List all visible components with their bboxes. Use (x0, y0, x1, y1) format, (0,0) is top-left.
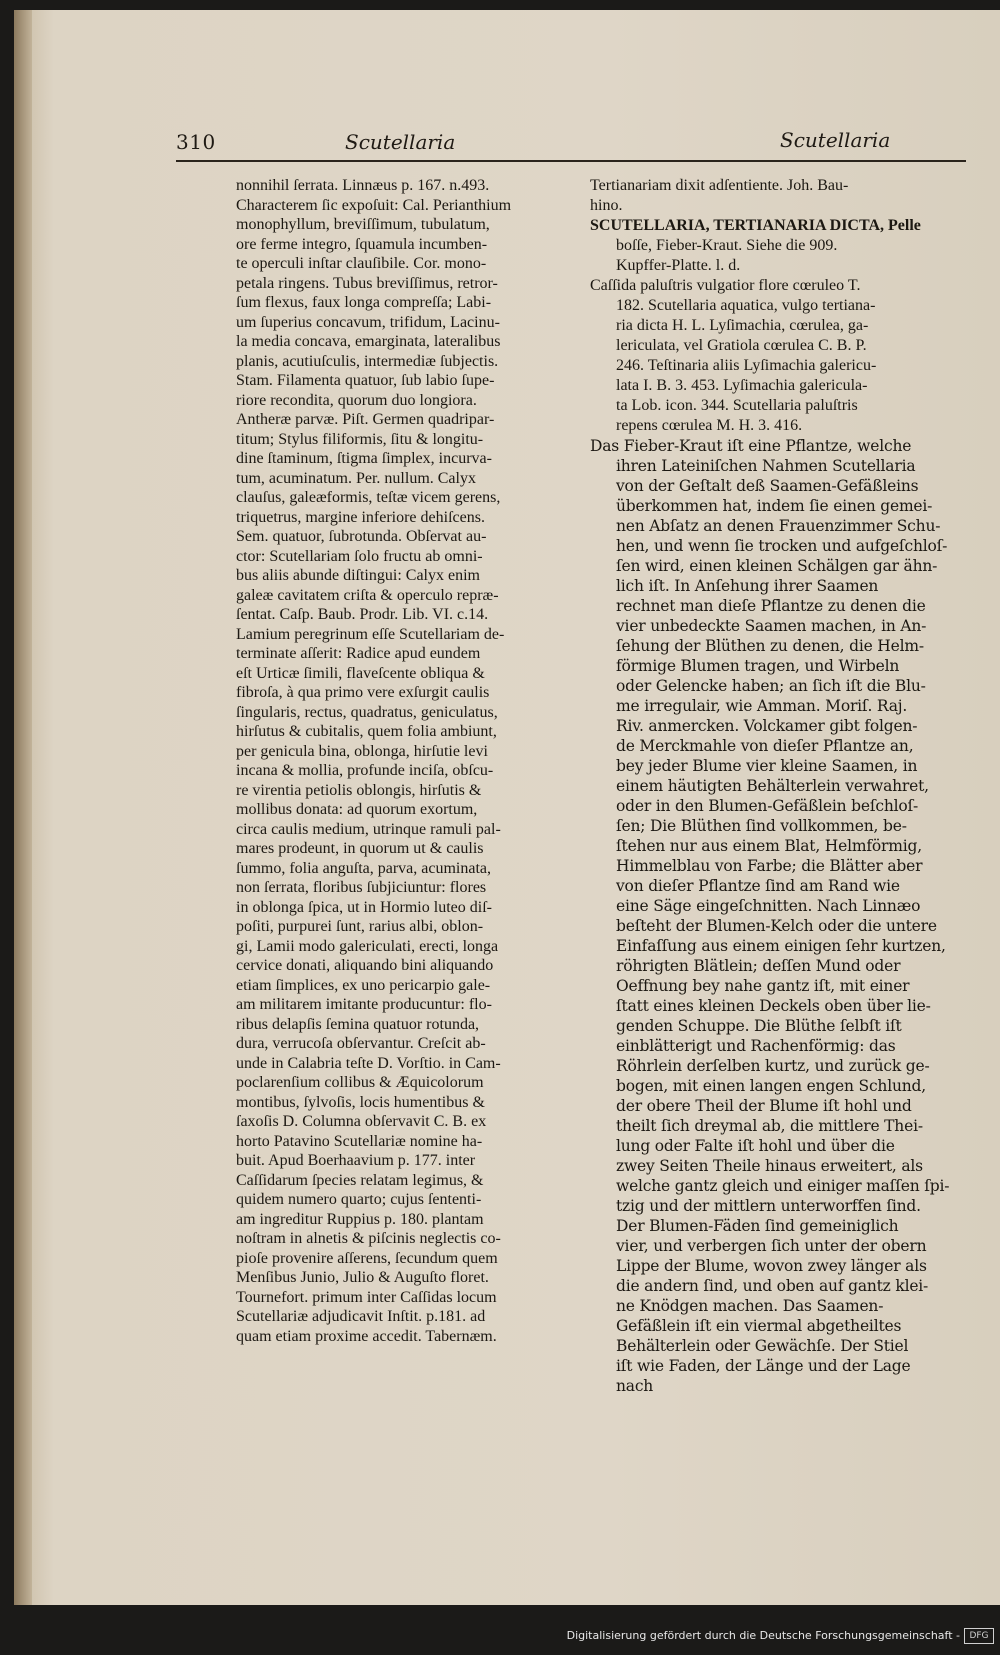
text-line: oder Gelencke haben; an ſich iſt die Blu- (616, 677, 926, 695)
text-line: vier, und verbergen ſich unter der obern (616, 1237, 927, 1255)
text-line: Caſſidarum ſpecies relatam legimus, & (236, 1171, 484, 1189)
text-line: ihren Lateiniſchen Nahmen Scutellaria (616, 457, 916, 475)
text-line: quidem numero quarto; cujus ſententi- (236, 1191, 482, 1208)
text-line: dura, verrucoſa obſervantur. Creſcit ab- (236, 1035, 486, 1052)
text-line: ſtatt eines kleinen Deckels oben über lie- (616, 997, 931, 1015)
text-line: Das Fieber-Kraut iſt eine Pflantze, welche (590, 437, 912, 455)
text-line: ſen wird, einen kleinen Schälgen gar ähn- (616, 557, 938, 575)
text-line: poclarenſium collibus & Æquicolorum (236, 1074, 484, 1091)
text-line: genden Schuppe. Die Blüthe ſelbſt iſt (616, 1017, 902, 1035)
text-line: te operculi inſtar clauſibile. Cor. mono- (236, 255, 487, 272)
text-line: am militarem imitante producuntur: flo- (236, 996, 492, 1013)
text-line: ribus delapſis ſemina quatuor rotunda, (236, 1015, 480, 1033)
text-line: um ſuperius concavum, trifidum, Lacinu- (236, 313, 500, 331)
text-line: Gefäßlein iſt ein viermal abgetheiltes (616, 1317, 902, 1335)
text-line: Lamium peregrinum eſſe Scutellariam de- (236, 625, 505, 643)
text-line: unde in Calabria teſte D. Vorſtio. in Cam- (236, 1054, 501, 1072)
text-line: buit. Apud Boerhaavium p. 177. inter (236, 1152, 476, 1169)
text-line: ſen; Die Blüthen ſind vollkommen, be- (616, 817, 907, 835)
page-number: 310 (176, 130, 216, 154)
text-line: triquetrus, margine inferiore dehiſcens. (236, 508, 485, 526)
text-line: dine ſtaminum, ſtigma ſimplex, incurva- (236, 450, 492, 467)
text-line: eſt Urticæ ſimili, flaveſcente obliqua & (236, 664, 485, 682)
text-line: Sem. quatuor, ſubrotunda. Obſervat au- (236, 528, 487, 545)
text-line: lich iſt. In Anſehung ihrer Saamen (616, 577, 879, 595)
text-line: theilt ſich dreymal ab, die mittlere Thei- (616, 1117, 923, 1135)
text-line: Antheræ parvæ. Piſt. Germen quadripar- (236, 411, 495, 428)
text-line: planis, acutiuſculis, intermediæ ſubjectis. (236, 352, 499, 370)
text-line: eine Säge eingeſchnitten. Nach Linnæo (616, 897, 921, 915)
left-column (236, 176, 574, 1346)
text-line: Stam. Filamenta quatuor, ſub labio ſupe- (236, 372, 495, 389)
text-line: repens cœrulea M. H. 3. 416. (616, 417, 803, 434)
text-line: Der Blumen-Fäden ſind gemeiniglich (616, 1217, 899, 1235)
german-description (590, 436, 968, 1396)
text-line: in oblonga ſpica, ut in Hormio luteo diſ- (236, 898, 492, 916)
text-line: circa caulis medium, utrinque ramuli pal- (236, 820, 501, 838)
text-line: tum, acuminatum. Per. nullum. Calyx (236, 469, 476, 487)
text-line: bogen, mit einen langen engen Schlund, (616, 1077, 926, 1095)
text-line: bey jeder Blume vier kleine Saamen, in (616, 757, 918, 775)
entry-continuation (590, 236, 968, 276)
running-head-right: Scutellaria (780, 128, 891, 152)
text-line: von dieſer Pflantze ſind am Rand wie (616, 877, 900, 895)
text-line: Scutellariæ adjudicavit Inſtit. p.181. ad (236, 1308, 486, 1325)
text-line: lung oder Falte iſt hohl und über die (616, 1137, 895, 1155)
text-line: oder in den Blumen-Gefäßlein beſchloſ- (616, 797, 919, 815)
text-line: riore recondita, quorum duo longiora. (236, 391, 477, 409)
text-line: einem häutigten Behälterlein verwahret, (616, 777, 929, 795)
text-line: ſummo, folia anguſta, parva, acuminata, (236, 859, 492, 877)
text-line: ria dicta H. L. Lyſimachia, cœrulea, ga- (616, 317, 869, 334)
text-line: Menſibus Junio, Julio & Auguſto floret. (236, 1269, 489, 1286)
text-line: ta Lob. icon. 344. Scutellaria paluſtris (616, 397, 858, 414)
text-line: Röhrlein derſelben kurtz, und zurück ge- (616, 1057, 930, 1075)
page-gutter-edge (14, 10, 32, 1605)
text-line: gi, Lamii modo galericulati, erecti, longa (236, 937, 499, 955)
text-line: Behälterlein oder Gewächſe. Der Stiel (616, 1337, 909, 1355)
text-line: titum; Stylus filiformis, ſitu & longitu- (236, 430, 484, 448)
text-line: Lippe der Blume, wovon zwey länger als (616, 1257, 927, 1275)
text-line: Oeffnung bey nahe gantz iſt, mit einer (616, 977, 910, 995)
text-line: fibroſa, à qua primo vere exſurgit caulis (236, 684, 490, 701)
text-line: die andern ſind, und oben auf gantz klei- (616, 1277, 929, 1295)
text-line: poſiti, purpurei ſunt, rarius albi, oblon- (236, 918, 484, 935)
text-line: montibus, ſylvoſis, locis humentibus & (236, 1093, 485, 1111)
running-head-left: Scutellaria (345, 130, 456, 154)
text-line: Kupffer-Platte. l. d. (616, 257, 741, 274)
text-line: hino. (590, 197, 623, 214)
text-line: Einfaſſung aus einem einigen ſehr kurtzen, (616, 937, 946, 955)
text-line: la media concava, emarginata, lateralibus (236, 333, 501, 350)
text-line: petala ringens. Tubus breviſſimus, retror- (236, 274, 498, 292)
right-intro (590, 176, 968, 216)
text-line: horto Patavino Scutellariæ nomine ha- (236, 1132, 483, 1150)
text-line: nen Abſatz an denen Frauenzimmer Schu- (616, 517, 941, 535)
text-line: von der Geſtalt deß Saamen-Gefäßleins (616, 477, 919, 495)
text-line: 246. Teſtinaria aliis Lyſimachia galericu- (616, 357, 877, 374)
text-line: ſentat. Caſp. Baub. Prodr. Lib. VI. c.14. (236, 606, 489, 623)
text-line: boſſe, Fieber-Kraut. Siehe die 909. (616, 237, 838, 254)
text-line: lata I. B. 3. 453. Lyſimachia galericula- (616, 377, 868, 394)
digitization-credit: Digitalisierung gefördert durch die Deutsche Forschungsgemeinschaft - (566, 1629, 960, 1642)
text-line: ſum flexus, faux longa compreſſa; Labi- (236, 294, 492, 311)
dfg-logo: DFG (964, 1628, 994, 1644)
right-column (590, 176, 968, 1396)
text-line: einblätterigt und Rachenförmig: das (616, 1037, 896, 1055)
text-line: nach (616, 1377, 654, 1395)
text-line: rechnet man dieſe Pflantze zu denen die (616, 597, 926, 615)
text-line: 182. Scutellaria aquatica, vulgo tertiana- (616, 297, 876, 314)
text-line: ſehung der Blüthen zu denen, die Helm- (616, 637, 924, 655)
footer-bar (0, 1622, 1000, 1655)
entry-heading: SCUTELLARIA, TERTIANARIA DICTA, Pelle (590, 217, 921, 234)
text-line: ſtehen nur aus einem Blat, Helmförmig, (616, 837, 922, 855)
header-rule (176, 160, 966, 162)
text-line: quam etiam proxime accedit. Tabernæm. (236, 1327, 497, 1345)
text-line: tzig und der mittlern unterworffen ſind. (616, 1197, 921, 1215)
text-line: mares prodeunt, in quorum ut & caulis (236, 840, 484, 857)
text-line: etiam ſimplices, ex uno pericarpio gale- (236, 976, 491, 994)
text-line: lericulata, vel Gratiola cœrulea C. B. P. (616, 337, 867, 354)
synonyms-paragraph (590, 276, 968, 436)
text-line: ore ferme integro, ſquamula incumben- (236, 235, 488, 253)
text-line: förmige Blumen tragen, und Wirbeln (616, 657, 900, 675)
text-line: iſt wie Faden, der Länge und der Lage (616, 1357, 911, 1375)
text-line: zwey Seiten Theile hinaus erweitert, als (616, 1157, 923, 1175)
text-line: hirſutus & cubitalis, quem folia ambiunt, (236, 723, 497, 740)
text-line: noſtram in alnetis & piſcinis neglectis co- (236, 1230, 501, 1247)
text-line: pioſe provenire aſſerens, ſecundum quem (236, 1249, 498, 1267)
text-line: galeæ cavitatem criſta & operculo repræ- (236, 586, 499, 604)
text-line: ſaxoſis D. Columna obſervavit C. B. ex (236, 1113, 487, 1130)
text-line: ctor: Scutellariam ſolo fructu ab omni- (236, 547, 483, 565)
text-line: beſteht der Blumen-Kelch oder die untere (616, 917, 937, 935)
text-line: vier unbedeckte Saamen machen, in An- (616, 617, 927, 635)
text-line: non ſerrata, floribus ſubjiciuntur: flores (236, 879, 487, 896)
text-line: Riv. anmercken. Volckamer gibt folgen- (616, 717, 918, 735)
text-line: hen, und wenn ſie trocken und aufgeſchloſ- (616, 537, 948, 555)
text-line: de Merckmahle von dieſer Pflantze an, (616, 737, 914, 755)
text-line: Tertianariam dixit adſentiente. Joh. Bau- (590, 177, 849, 194)
text-line: Caſſida paluſtris vulgatior flore cœruleo T. (590, 277, 861, 294)
text-line: clauſus, galeæformis, teſtæ vicem gerens, (236, 489, 501, 506)
text-line: per genicula bina, oblonga, hirſutie levi (236, 742, 488, 760)
text-line: der obere Theil der Blume iſt hohl und (616, 1097, 912, 1115)
text-line: Himmelblau von Farbe; die Blätter aber (616, 857, 923, 875)
text-line: monophyllum, breviſſimum, tubulatum, (236, 216, 490, 233)
text-line: Characterem ſic expoſuit: Cal. Perianthium (236, 196, 512, 214)
text-line: ſingularis, rectus, quadratus, geniculatus, (236, 703, 498, 721)
text-line: welche gantz gleich und einiger maſſen ſpi- (616, 1177, 950, 1195)
text-line: re virentia petiolis oblongis, hirſutis & (236, 781, 482, 799)
text-line: bus aliis abunde diſtingui: Calyx enim (236, 567, 480, 584)
text-line: cervice donati, aliquando bini aliquando (236, 957, 494, 974)
text-line: Tournefort. primum inter Caſſidas locum (236, 1288, 497, 1306)
text-line: terminate aſſerit: Radice apud eundem (236, 645, 481, 662)
text-line: me irregulair, wie Amman. Moriſ. Raj. (616, 697, 908, 715)
text-line: am ingreditur Ruppius p. 180. plantam (236, 1210, 484, 1228)
text-line: überkommen hat, indem ſie einen gemei- (616, 497, 933, 515)
text-line: ne Knödgen machen. Das Saamen- (616, 1297, 884, 1315)
text-line: incana & mollia, profunde inciſa, obſcu- (236, 762, 494, 779)
text-line: mollibus donata: ad quorum exortum, (236, 801, 478, 818)
text-line: röhrigten Blätlein; deſſen Mund oder (616, 957, 901, 975)
text-line: nonnihil ſerrata. Linnæus p. 167. n.493. (236, 177, 490, 194)
